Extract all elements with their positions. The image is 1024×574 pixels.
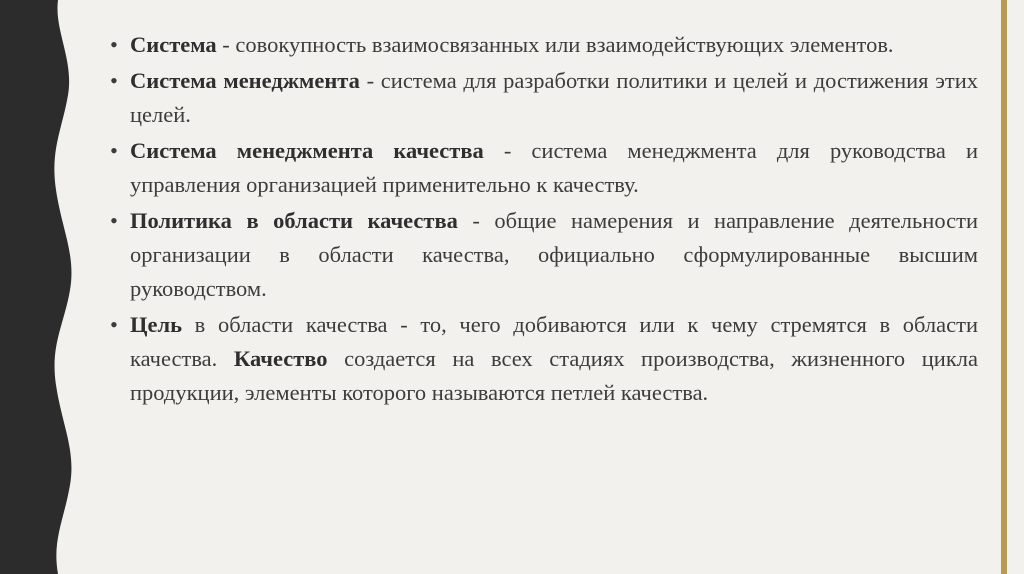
definition-text: - совокупность взаимосвязанных или взаимодействующих элементов. [216,32,894,57]
term: Политика в области качества [130,208,458,233]
term: Система [130,32,217,57]
definitions-list [108,28,978,412]
definition-text: - система для разработки политики и целей и достижения этих целей. [130,68,978,127]
slide-right-edge [1007,0,1024,574]
definition-item-quality-objective [108,308,978,410]
term-quality: Качество [233,346,328,371]
term: Цель [130,312,183,337]
definition-text-quality: создается на всех стадиях производства, жизненного цикла продукции, элементы которого называются петлей качества. [130,346,978,405]
definition-text: в области качества - то, чего добиваются или к чему стремятся в области качества. [130,312,978,371]
term: Система менеджмента [130,68,360,93]
definition-item-quality-policy [108,204,978,306]
definition-item-quality-management-system [108,134,978,202]
definition-text: - система менеджмента для руководства и управления организацией применительно к качеству. [130,138,978,197]
definition-item-system [108,28,978,62]
decorative-wavy-band [0,0,80,574]
definition-text: - общие намерения и направление деятельности организации в области качества, официально сформулированные высшим руководством. [130,208,978,301]
term: Система менеджмента качества [130,138,484,163]
definition-item-management-system [108,64,978,132]
